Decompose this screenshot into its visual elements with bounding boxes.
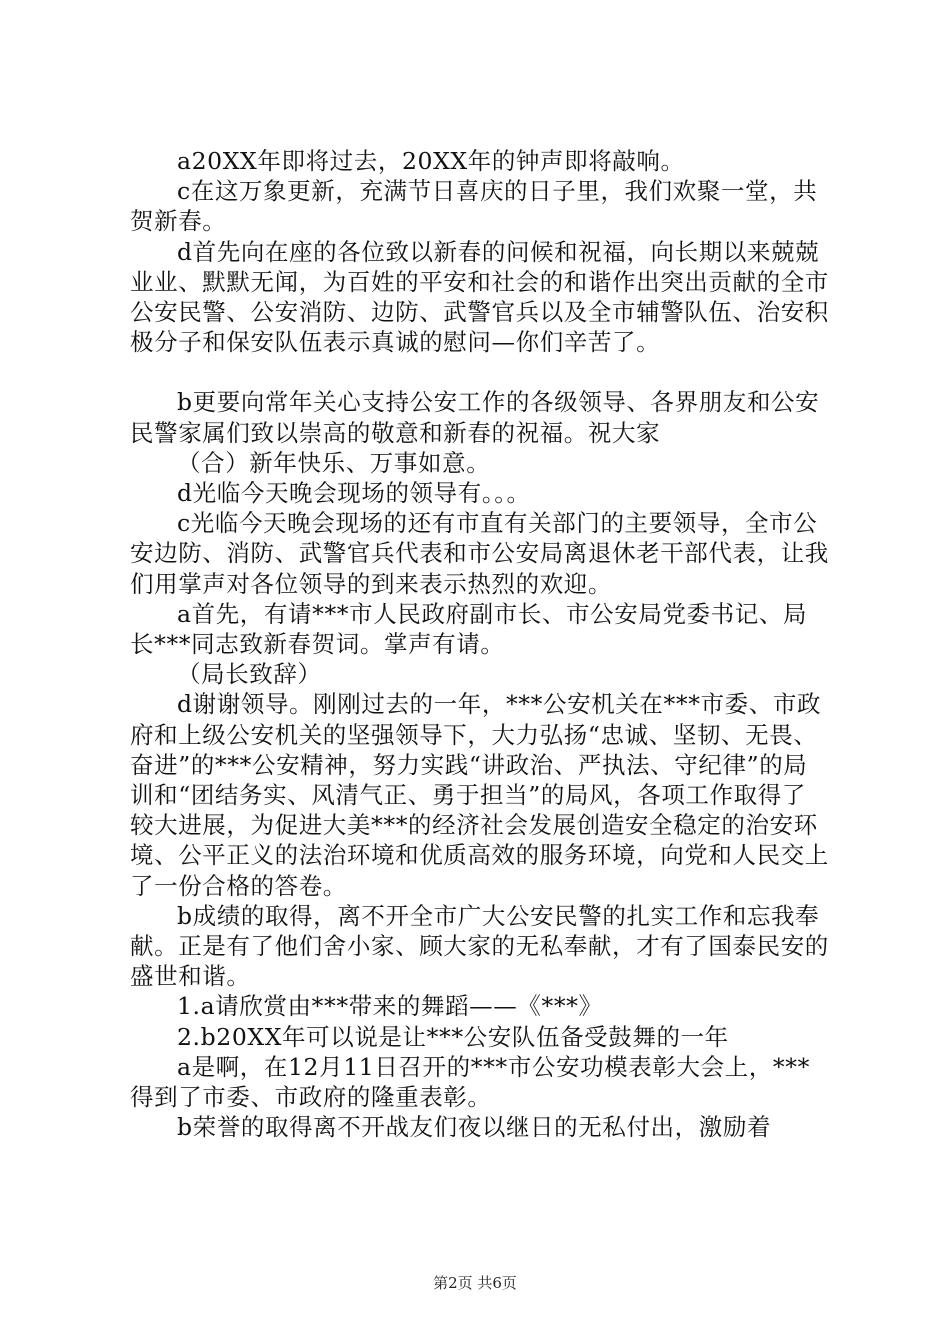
paragraph: d首先向在座的各位致以新春的问候和祝福，向长期以来兢兢业业、默默无闻，为百姓的平安和社会的和谐作出突出贡献的全市公安民警、公安消防、边防、武警官兵以及全市辅警队伍、治安积极分子和保安队伍表示真诚的慰问—你们辛苦了。: [130, 237, 829, 357]
paragraph: a20XX年即将过去，20XX年的钟声即将敲响。: [177, 147, 685, 175]
paragraph: a是啊，在12月11日召开的***市公安功模表彰大会上，***得到了市委、市政府的隆重表彰。: [130, 1052, 810, 1112]
paragraph: c在这万象更新，充满节日喜庆的日子里，我们欢聚一堂，共贺新春。: [130, 177, 818, 236]
paragraph: a首先，有请***市人民政府副市长、市公安局党委书记、局长***同志致新春贺词。掌声有请。: [130, 599, 808, 659]
document-body: [130, 146, 830, 1143]
paragraph: d光临今天晚会现场的领导有。。。: [177, 479, 531, 508]
paragraph: b荣誉的取得离不开战友们夜以继日的无私付出，激励着: [177, 1113, 772, 1142]
paragraph: （合）新年快乐、万事如意。: [177, 448, 491, 477]
paragraph: c光临今天晚会现场的还有市直有关部门的主要领导，全市公安边防、消防、武警官兵代表和市公安局离退休老干部代表，让我们用掌声对各位领导的到来表示热烈的欢迎。: [130, 509, 829, 598]
paragraph: b更要向常年关心支持公安工作的各级领导、各界朋友和公安民警家属们致以崇高的敬意和新春的祝福。祝大家: [130, 388, 820, 447]
paragraph: d谢谢领导。刚刚过去的一年，***公安机关在***市委、市政府和上级公安机关的坚强领导下，大力弘扬“忠诚、坚韧、无畏、奋进”的***公安精神，努力实践“讲政治、严执法、守纪律”的局训和“团结务实、风清气正、勇于担当”的局风，各项工作取得了较大进展，为促进大美***的经济社会发展创造安全稳定的治安环境、公平正义的法治环境和优质高效的服务环境，向党和人民交上了一份合格的答卷。: [130, 690, 829, 900]
paragraph: 2.b20XX年可以说是让***公安队伍备受鼓舞的一年: [177, 1022, 729, 1051]
paragraph: 1.a请欣赏由***带来的舞蹈——《***》: [177, 992, 603, 1021]
paragraph: （局长致辞）: [177, 660, 322, 689]
page-number-footer: 第2页 共6页: [433, 1274, 517, 1292]
paragraph: b成绩的取得，离不开全市广大公安民警的扎实工作和忘我奉献。正是有了他们舍小家、顾大家的无私奉献，才有了国泰民安的盛世和谐。: [130, 901, 829, 991]
